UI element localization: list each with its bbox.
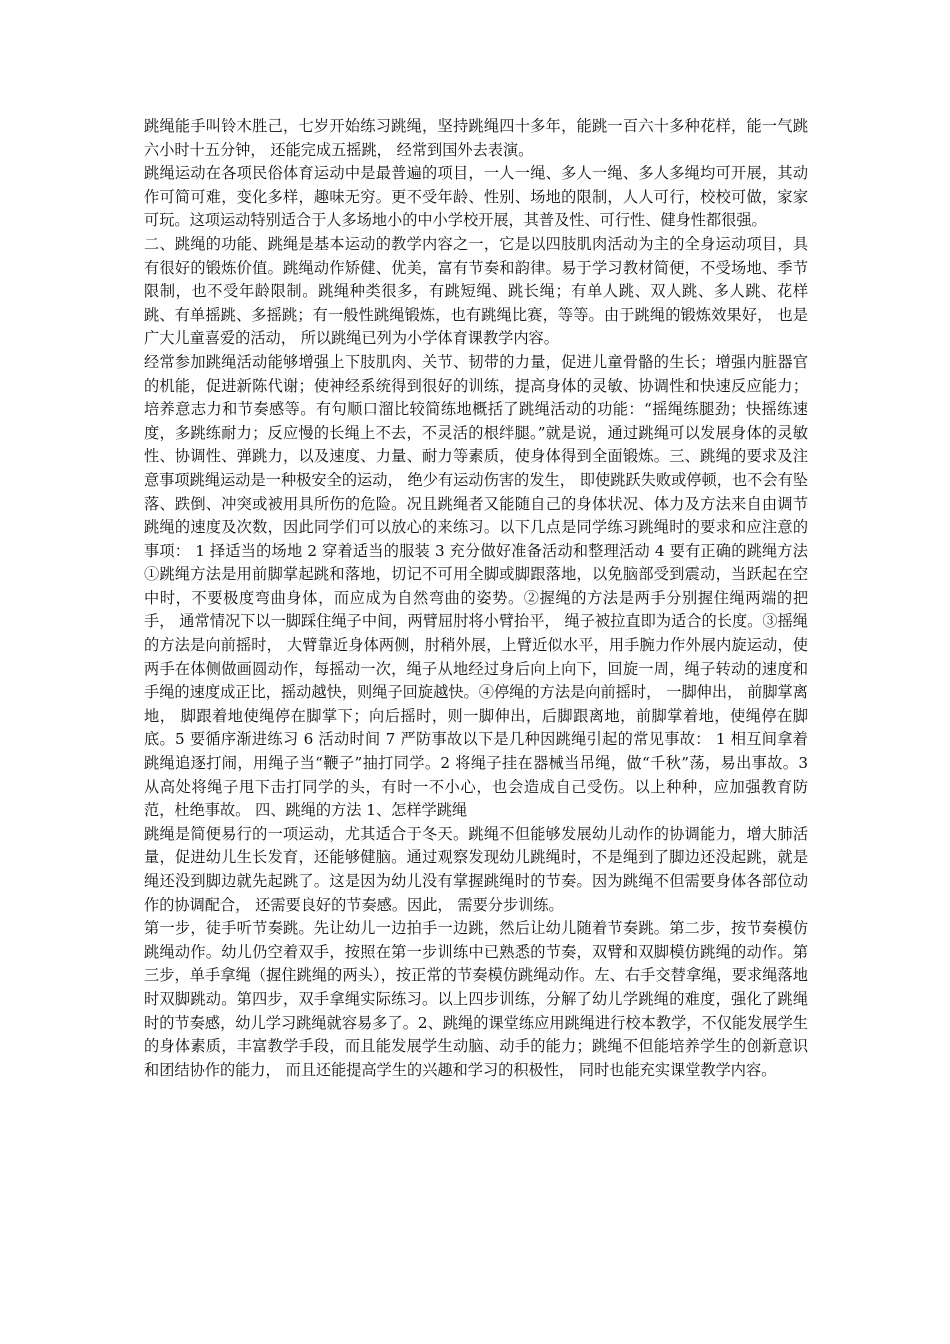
paragraph-learning: 跳绳是简便易行的一项运动，尤其适合于冬天。跳绳不但能够发展幼儿动作的协调能力，增大肺活量，促进幼儿生长发育，还能够健脑。通过观察发现幼儿跳绳时，不是绳到了脚边还没起跳，就是绳还没到脚边就先起跳了。这是因为幼儿没有掌握跳绳时的节奏。因为跳绳不但需要身体各部位动作的协调配合， 还需要良好的节奏感。因此， 需要分步训练。	[144, 824, 808, 914]
paragraph-function: 二、跳绳的功能、跳绳是基本运动的教学内容之一，它是以四肢肌肉活动为主的全身运动项目，具有很好的锻炼价值。跳绳动作矫健、优美，富有节奏和韵律。易于学习教材简便，不受场地、季节限制，也不受年龄限制。跳绳种类很多，有跳短绳、跳长绳；有单人跳、双人跳、多人跳、花样跳、有单摇跳、多摇跳；有一般性跳绳锻炼，也有跳绳比赛，等等。由于跳绳的锻炼效果好， 也是广大儿童喜爱的活动， 所以跳绳已列为小学体育课教学内容。	[144, 234, 808, 348]
paragraph-folk-sport: 跳绳运动在各项民俗体育运动中是最普遍的项目，一人一绳、多人一绳、多人多绳均可开展，其动作可简可难，变化多样，趣味无穷。更不受年龄、性别、场地的限制，人人可行，校校可做，家家可玩。这项运动特别适合于人多场地小的中小学校开展，其普及性、可行性、健身性都很强。	[144, 164, 808, 230]
document-body	[144, 115, 808, 1082]
paragraph-steps: 第一步，徒手听节奏跳。先让幼儿一边拍手一边跳，然后让幼儿随着节奏跳。第二步，按节奏模仿跳绳动作。幼儿仍空着双手，按照在第一步训练中已熟悉的节奏，双臂和双脚模仿跳绳的动作。第三步，单手拿绳（握住跳绳的两头），按正常的节奏模仿跳绳动作。左、右手交替拿绳，要求绳落地时双脚跳动。第四步，双手拿绳实际练习。以上四步训练，分解了幼儿学跳绳的难度，强化了跳绳时的节奏感，幼儿学习跳绳就容易多了。2、跳绳的课堂练应用跳绳进行校本教学，不仅能发展学生的身体素质，丰富教学手段，而且能发展学生动脑、动手的能力；跳绳不但能培养学生的创新意识和团结协作的能力， 而且还能提高学生的兴趣和学习的积极性， 同时也能充实课堂教学内容。	[144, 919, 808, 1079]
paragraph-famous-jumper: 跳绳能手叫铃木胜己，七岁开始练习跳绳，坚持跳绳四十多年，能跳一百六十多种花样，能一气跳六小时十五分钟， 还能完成五摇跳， 经常到国外去表演。	[144, 117, 808, 159]
paragraph-benefits-and-safety: 经常参加跳绳活动能够增强上下肢肌肉、关节、韧带的力量，促进儿童骨骼的生长；增强内脏器官的机能，促进新陈代谢；使神经系统得到很好的训练，提高身体的灵敏、协调性和快速反应能力； 培养意志力和节奏感等。有句顺口溜比较简练地概括了跳绳活动的功能：“摇绳练腿劲；快摇练速度，多跳练耐力；反应慢的长绳上不去，不灵活的根绊腿。”就是说，通过跳绳可以发展身体的灵敏性、协调性、弹跳力，以及速度、力量、耐力等素质，使身体得到全面锻炼。三、跳绳的要求及注意事项跳绳运动是一种极安全的运动， 绝少有运动伤害的发生， 即使跳跃失败或停顿，也不会有坠落、跌倒、冲突或被用具所伤的危险。况且跳绳者又能随自己的身体状况、体力及方法来自由调节跳绳的速度及次数，因此同学们可以放心的来练习。以下几点是同学练习跳绳时的要求和应注意的事项： 1 择适当的场地 2 穿着适当的服装 3 充分做好准备活动和整理活动 4 要有正确的跳绳方法①跳绳方法是用前脚掌起跳和落地，切记不可用全脚或脚跟落地，以免脑部受到震动，当跃起在空中时，不要极度弯曲身体，而应成为自然弯曲的姿势。②握绳的方法是两手分别握住绳两端的把手， 通常情况下以一脚踩住绳子中间，两臂屈肘将小臂抬平， 绳子被拉直即为适合的长度。③摇绳的方法是向前摇时， 大臂靠近身体两侧，肘稍外展，上臂近似水平，用手腕力作外展内旋运动，使两手在体侧做画圆动作，每摇动一次，绳子从地经过身后向上向下，回旋一周，绳子转动的速度和手绳的速度成正比，摇动越快，则绳子回旋越快。④停绳的方法是向前摇时， 一脚伸出， 前脚掌离地， 脚跟着地使绳停在脚掌下；向后摇时，则一脚伸出，后脚跟离地，前脚掌着地，使绳停在脚底。5 要循序渐进练习 6 活动时间 7 严防事故以下是几种因跳绳引起的常见事故： 1 相互间拿着跳绳追逐打闹，用绳子当“鞭子”抽打同学。2 将绳子挂在器械当吊绳，做“千秋”荡，易出事故。3 从高处将绳子甩下击打同学的头，有时一不小心，也会造成自己受伤。以上种种，应加强教育防范，杜绝事故。 四、跳绳的方法 1、怎样学跳绳	[144, 352, 808, 820]
